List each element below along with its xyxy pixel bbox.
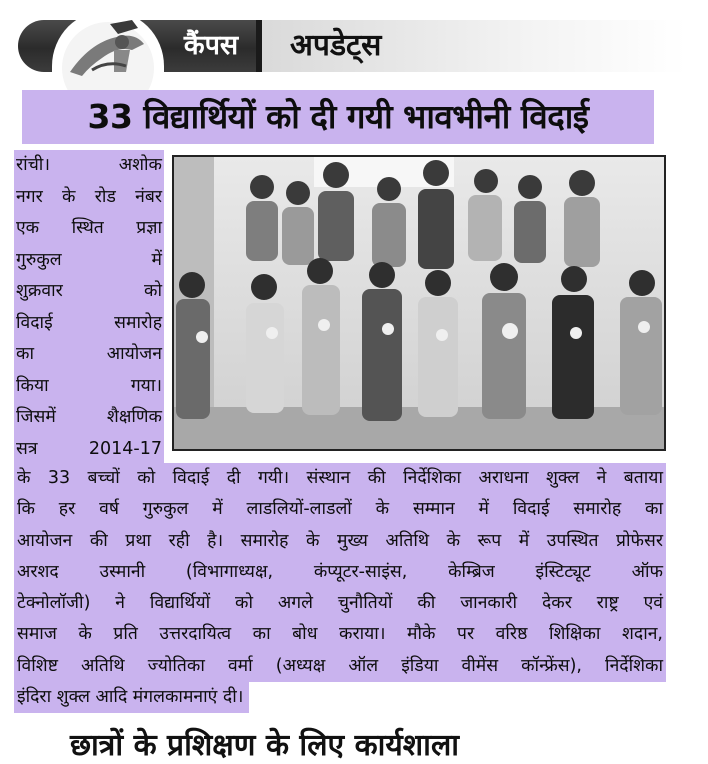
article-line: अरशद उस्मानी (विभागाध्यक्ष, कंप्यूटर-साइंस, केम्ब्रिज इंस्टिट्यूट ऑफ	[14, 557, 666, 588]
next-article-headline-partial	[70, 728, 630, 763]
group-photo-students	[172, 155, 666, 451]
section-label: कैंपस	[183, 30, 239, 61]
article-line: जिसमें शैक्षणिक	[14, 402, 164, 434]
article-line: शुक्रवार को	[14, 276, 164, 308]
article-line: सत्र 2014-17	[14, 434, 164, 466]
article-line: किया गया।	[14, 371, 164, 403]
article-line: कि हर वर्ष गुरुकुल में लाडलियों-लाडलों के सम्मान में विदाई समारोह का	[14, 494, 666, 525]
article-line: रांची। अशोक	[14, 150, 164, 182]
article-left-column	[14, 150, 164, 465]
article-line: विदाई समारोह	[14, 308, 164, 340]
article-line: इंदिरा शुक्ल आदि मंगलकामनाएं दी।	[14, 682, 249, 713]
section-title: अपडेट्स	[290, 28, 382, 63]
article-line: नगर के रोड नंबर	[14, 182, 164, 214]
article-line: एक स्थित प्रज्ञा	[14, 213, 164, 245]
band-separator	[256, 20, 262, 72]
article-line: के 33 बच्चों को विदाई दी गयी। संस्थान की निर्देशिका अराधना शुक्ल ने बताया	[14, 463, 666, 494]
article-line: विशिष्ट अतिथि ज्योतिका वर्मा (अध्यक्ष ऑल इंडिया वीमेंस कॉन्फ्रेंस), निर्देशिका	[14, 651, 666, 682]
article-body-full	[14, 463, 666, 713]
article-line: आयोजन की प्रथा रही है। समारोह के मुख्य अतिथि के रूप में उपस्थित प्रोफेसर	[14, 526, 666, 557]
article-headline: 33 विद्यार्थियों को दी गयी भावभीनी विदाई	[22, 90, 654, 144]
article-line: टेक्नोलॉजी) ने विद्यार्थियों को अगले चुनौतियों की जानकारी देकर राष्ट्र एवं	[14, 588, 666, 619]
section-header-band	[18, 10, 686, 74]
article-line: का आयोजन	[14, 339, 164, 371]
campus-logo-icon	[52, 10, 164, 80]
article-line: गुरुकुल में	[14, 245, 164, 277]
article-line: समाज के प्रति उत्तरदायित्व का बोध कराया। मौके पर वरिष्ठ शिक्षिका शदान,	[14, 619, 666, 650]
next-headline-text: छात्रों के प्रशिक्षण के लिए कार्यशाला	[70, 728, 460, 763]
